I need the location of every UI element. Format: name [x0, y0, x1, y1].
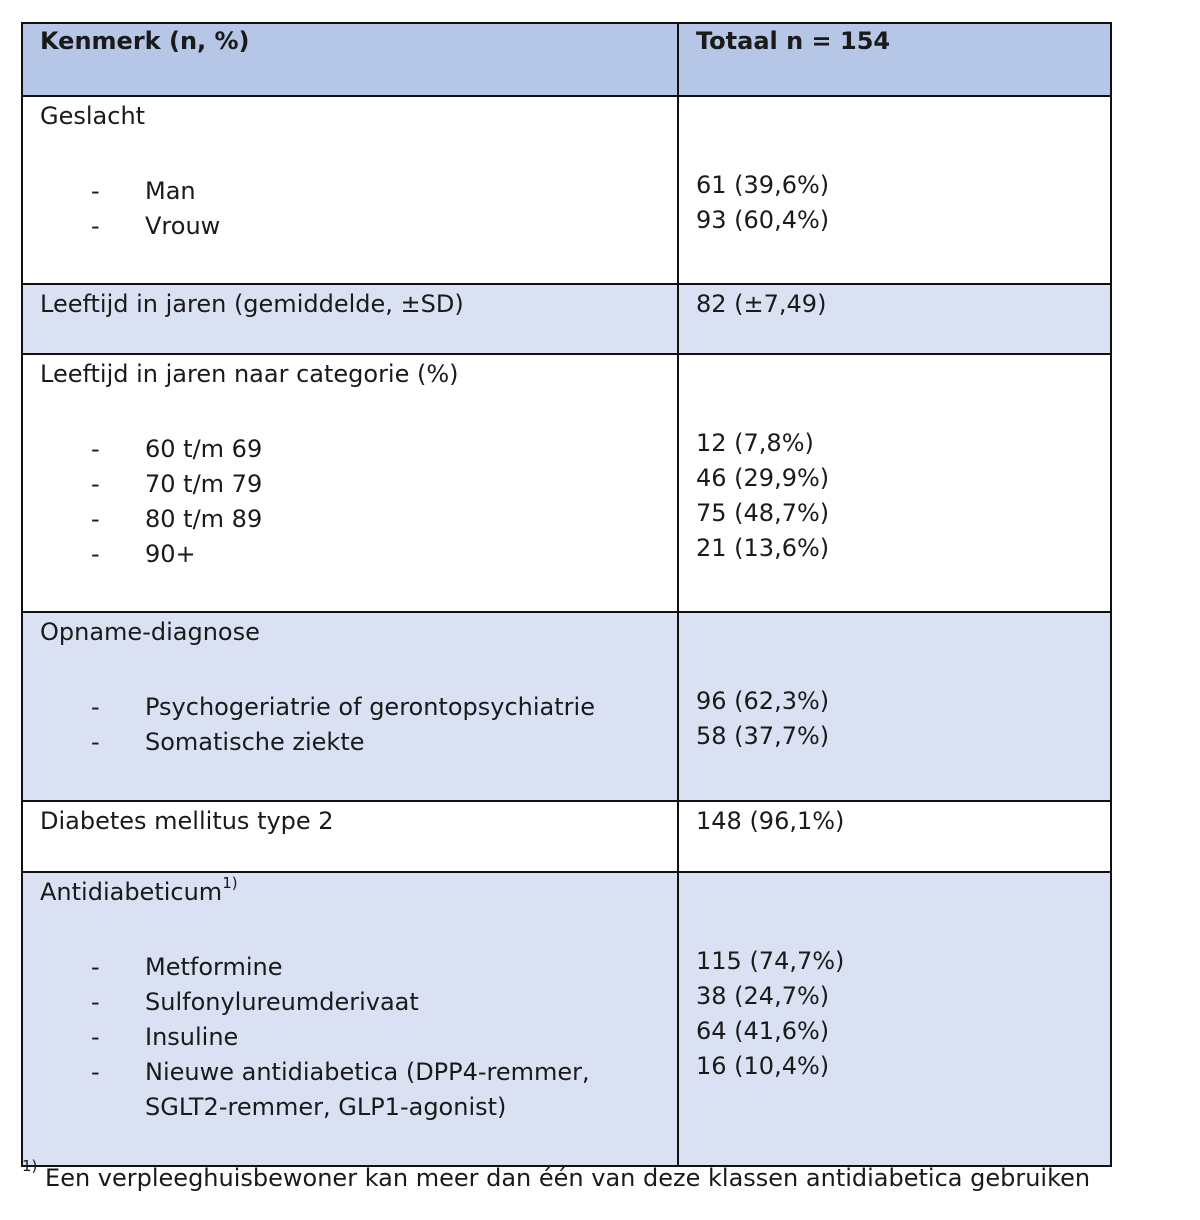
antidiabetic-value: 16 (10,4%) [696, 1052, 830, 1080]
antidiabetic-value: 64 (41,6%) [696, 1017, 830, 1045]
age-mean-value: 82 (±7,49) [696, 290, 827, 318]
gender-value: 93 (60,4%) [696, 206, 830, 234]
diagnosis-value: 96 (62,3%) [696, 687, 830, 715]
table-row-antidiabetic [22, 872, 1111, 1166]
age-category-value: 21 (13,6%) [696, 534, 830, 562]
characteristics-table [21, 22, 1112, 1167]
list-item: - Insuline [91, 1023, 239, 1051]
list-item: - 80 t/m 89 [91, 505, 263, 533]
list-item: - Metformine [91, 953, 283, 981]
gender-values-cell [678, 96, 1111, 284]
list-item: - Man [91, 177, 196, 205]
age-category-value: 75 (48,7%) [696, 499, 830, 527]
list-item: - Vrouw [91, 212, 221, 240]
diabetes-value: 148 (96,1%) [696, 807, 845, 835]
gender-labels-cell [22, 96, 678, 284]
table-row-gender [22, 96, 1111, 284]
age-category-value: 12 (7,8%) [696, 429, 814, 457]
diabetes-label: Diabetes mellitus type 2 [40, 807, 334, 835]
list-item: - 90+ [91, 540, 196, 568]
list-item: - 70 t/m 79 [91, 470, 263, 498]
footnote-marker: 1) [222, 874, 238, 892]
footnote [22, 1157, 1091, 1196]
table-row-age-mean [22, 284, 1111, 354]
table-row-diabetes [22, 801, 1111, 872]
list-item: - Sulfonylureumderivaat [91, 988, 419, 1016]
table-row-age-categories [22, 354, 1111, 612]
age-category-value: 46 (29,9%) [696, 464, 830, 492]
age-mean-label: Leeftijd in jaren (gemiddelde, ±SD) [40, 290, 464, 318]
diagnosis-value: 58 (37,7%) [696, 722, 830, 750]
header-total: Totaal n = 154 [678, 23, 1111, 96]
list-item: - Psychogeriatrie of gerontopsychiatrie [91, 693, 595, 721]
list-item: - Nieuwe antidiabetica (DPP4-remmer, SGLT2-remmer, GLP1-agonist) [91, 1058, 590, 1121]
table-row-admission-diagnosis [22, 612, 1111, 801]
list-item: - 60 t/m 69 [91, 435, 263, 463]
table-header-row [22, 23, 1111, 96]
antidiabetic-label: Antidiabeticum$^{1)}$ [40, 874, 238, 906]
antidiabetic-value: 115 (74,7%) [696, 947, 845, 975]
header-characteristic: Kenmerk (n, %) [22, 23, 678, 96]
list-item: - Somatische ziekte [91, 728, 365, 756]
gender-label: Geslacht [40, 102, 146, 130]
age-categories-label: Leeftijd in jaren naar categorie (%) [40, 360, 459, 388]
antidiabetic-value: 38 (24,7%) [696, 982, 830, 1010]
footnote-marker: 1) [22, 1157, 38, 1175]
footnote-text: Een verpleeghuisbewoner kan meer dan één van deze klassen antidiabetica gebruiken [37, 1164, 1091, 1192]
gender-value: 61 (39,6%) [696, 171, 830, 199]
diagnosis-label: Opname-diagnose [40, 618, 260, 646]
